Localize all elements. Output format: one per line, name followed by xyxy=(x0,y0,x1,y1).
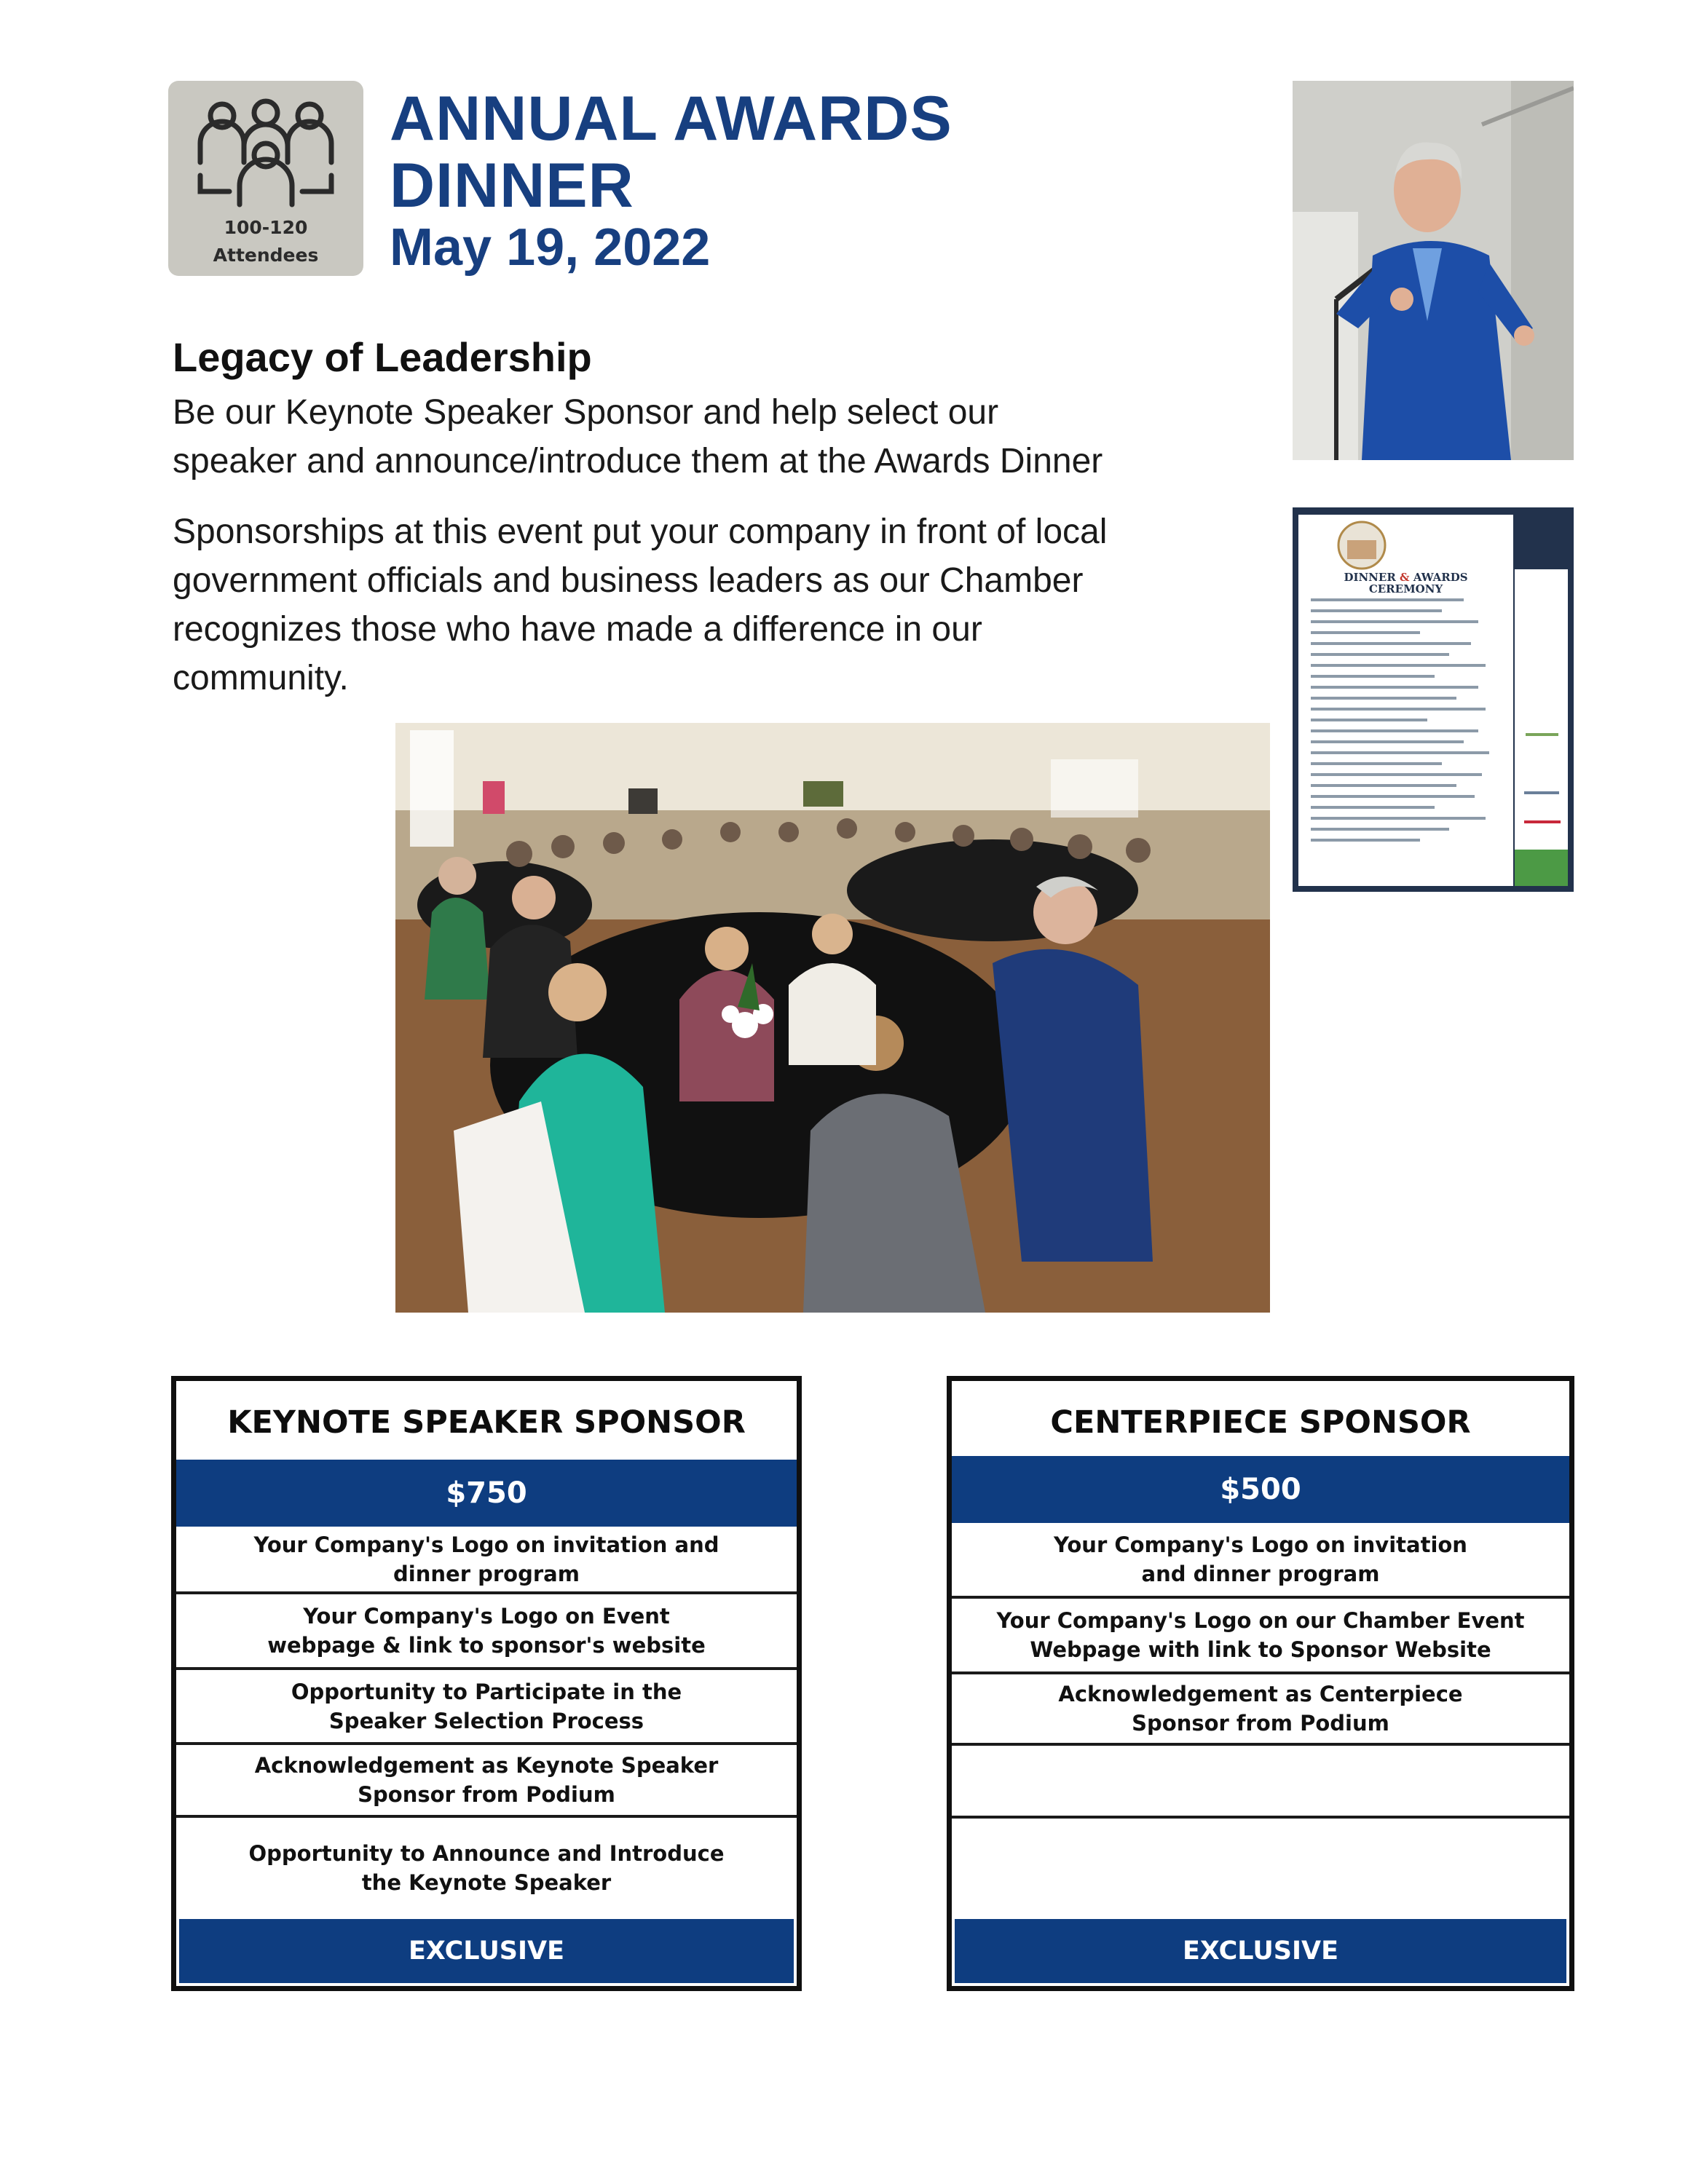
section-subheading: Legacy of Leadership xyxy=(173,334,592,380)
dinner-event-photo xyxy=(395,723,1270,1313)
exclusive-banner: EXCLUSIVE xyxy=(955,1919,1566,1983)
benefit-row xyxy=(176,1818,797,1918)
sponsor-price: $750 xyxy=(176,1460,797,1527)
attendee-label: Attendees xyxy=(213,245,319,266)
benefit-line: Sponsor from Podium xyxy=(358,1782,615,1807)
sponsor-title: CENTERPIECE SPONSOR xyxy=(1050,1404,1471,1441)
keynote-description xyxy=(173,388,1309,486)
benefit-row xyxy=(952,1523,1569,1599)
exclusive-banner: EXCLUSIVE xyxy=(179,1919,794,1983)
benefit-line: Acknowledgement as Keynote Speaker xyxy=(254,1753,719,1778)
benefit-row xyxy=(176,1527,797,1594)
text-line: Sponsorships at this event put your company in front of local xyxy=(173,513,1108,551)
program-amp: & xyxy=(1400,571,1410,584)
benefit-line: Your Company's Logo on invitation and xyxy=(253,1532,719,1557)
benefit-row xyxy=(176,1745,797,1818)
sponsorship-description xyxy=(173,507,1309,703)
benefit-line: Webpage with link to Sponsor Website xyxy=(1030,1637,1491,1662)
text-line: Be our Keynote Speaker Sponsor and help select our xyxy=(173,393,999,432)
benefit-line: Your Company's Logo on Event xyxy=(303,1604,670,1629)
benefit-line: Your Company's Logo on invitation xyxy=(1054,1532,1467,1557)
benefit-line: Opportunity to Announce and Introduce xyxy=(248,1840,725,1866)
benefit-row xyxy=(952,1599,1569,1674)
benefit-line: the Keynote Speaker xyxy=(361,1870,612,1895)
benefit-line: webpage & link to sponsor's website xyxy=(267,1633,706,1658)
text-line: speaker and announce/introduce them at the Awards Dinner xyxy=(173,442,1103,480)
benefit-row xyxy=(176,1594,797,1670)
text-line: recognizes those who have made a difference in our xyxy=(173,610,982,649)
benefit-row-empty xyxy=(952,1819,1569,1918)
attendee-count: 100-120 xyxy=(224,217,308,238)
keynote-sponsor-card xyxy=(171,1376,802,1991)
benefit-line: Opportunity to Participate in the xyxy=(291,1679,682,1704)
benefit-line: Speaker Selection Process xyxy=(328,1708,644,1733)
benefit-line: Sponsor from Podium xyxy=(1132,1711,1389,1736)
text-line: government officials and business leaders as our Chamber xyxy=(173,561,1084,600)
event-title-line2: DINNER xyxy=(390,151,634,221)
benefit-row xyxy=(176,1670,797,1745)
benefit-line: Your Company's Logo on our Chamber Event xyxy=(996,1608,1525,1633)
attendees-badge xyxy=(168,81,363,276)
program-heading-awards: AWARDS xyxy=(1413,571,1468,584)
event-title-line1: ANNUAL AWARDS xyxy=(390,84,953,154)
program-heading: DINNER xyxy=(1344,571,1396,584)
benefit-line: and dinner program xyxy=(1141,1562,1380,1586)
benefit-row xyxy=(952,1674,1569,1746)
sponsor-price: $500 xyxy=(952,1456,1569,1523)
benefit-line: dinner program xyxy=(393,1561,580,1586)
centerpiece-sponsor-card xyxy=(947,1376,1574,1991)
sponsor-title: KEYNOTE SPEAKER SPONSOR xyxy=(227,1404,746,1441)
program-heading-ceremony: CEREMONY xyxy=(1368,582,1443,596)
event-date: May 19, 2022 xyxy=(390,218,711,277)
program-image xyxy=(1293,507,1574,892)
text-line: community. xyxy=(173,659,349,697)
people-group-icon xyxy=(189,95,343,212)
benefit-row-empty xyxy=(952,1746,1569,1819)
speaker-photo xyxy=(1293,81,1574,460)
benefit-line: Acknowledgement as Centerpiece xyxy=(1058,1682,1463,1706)
